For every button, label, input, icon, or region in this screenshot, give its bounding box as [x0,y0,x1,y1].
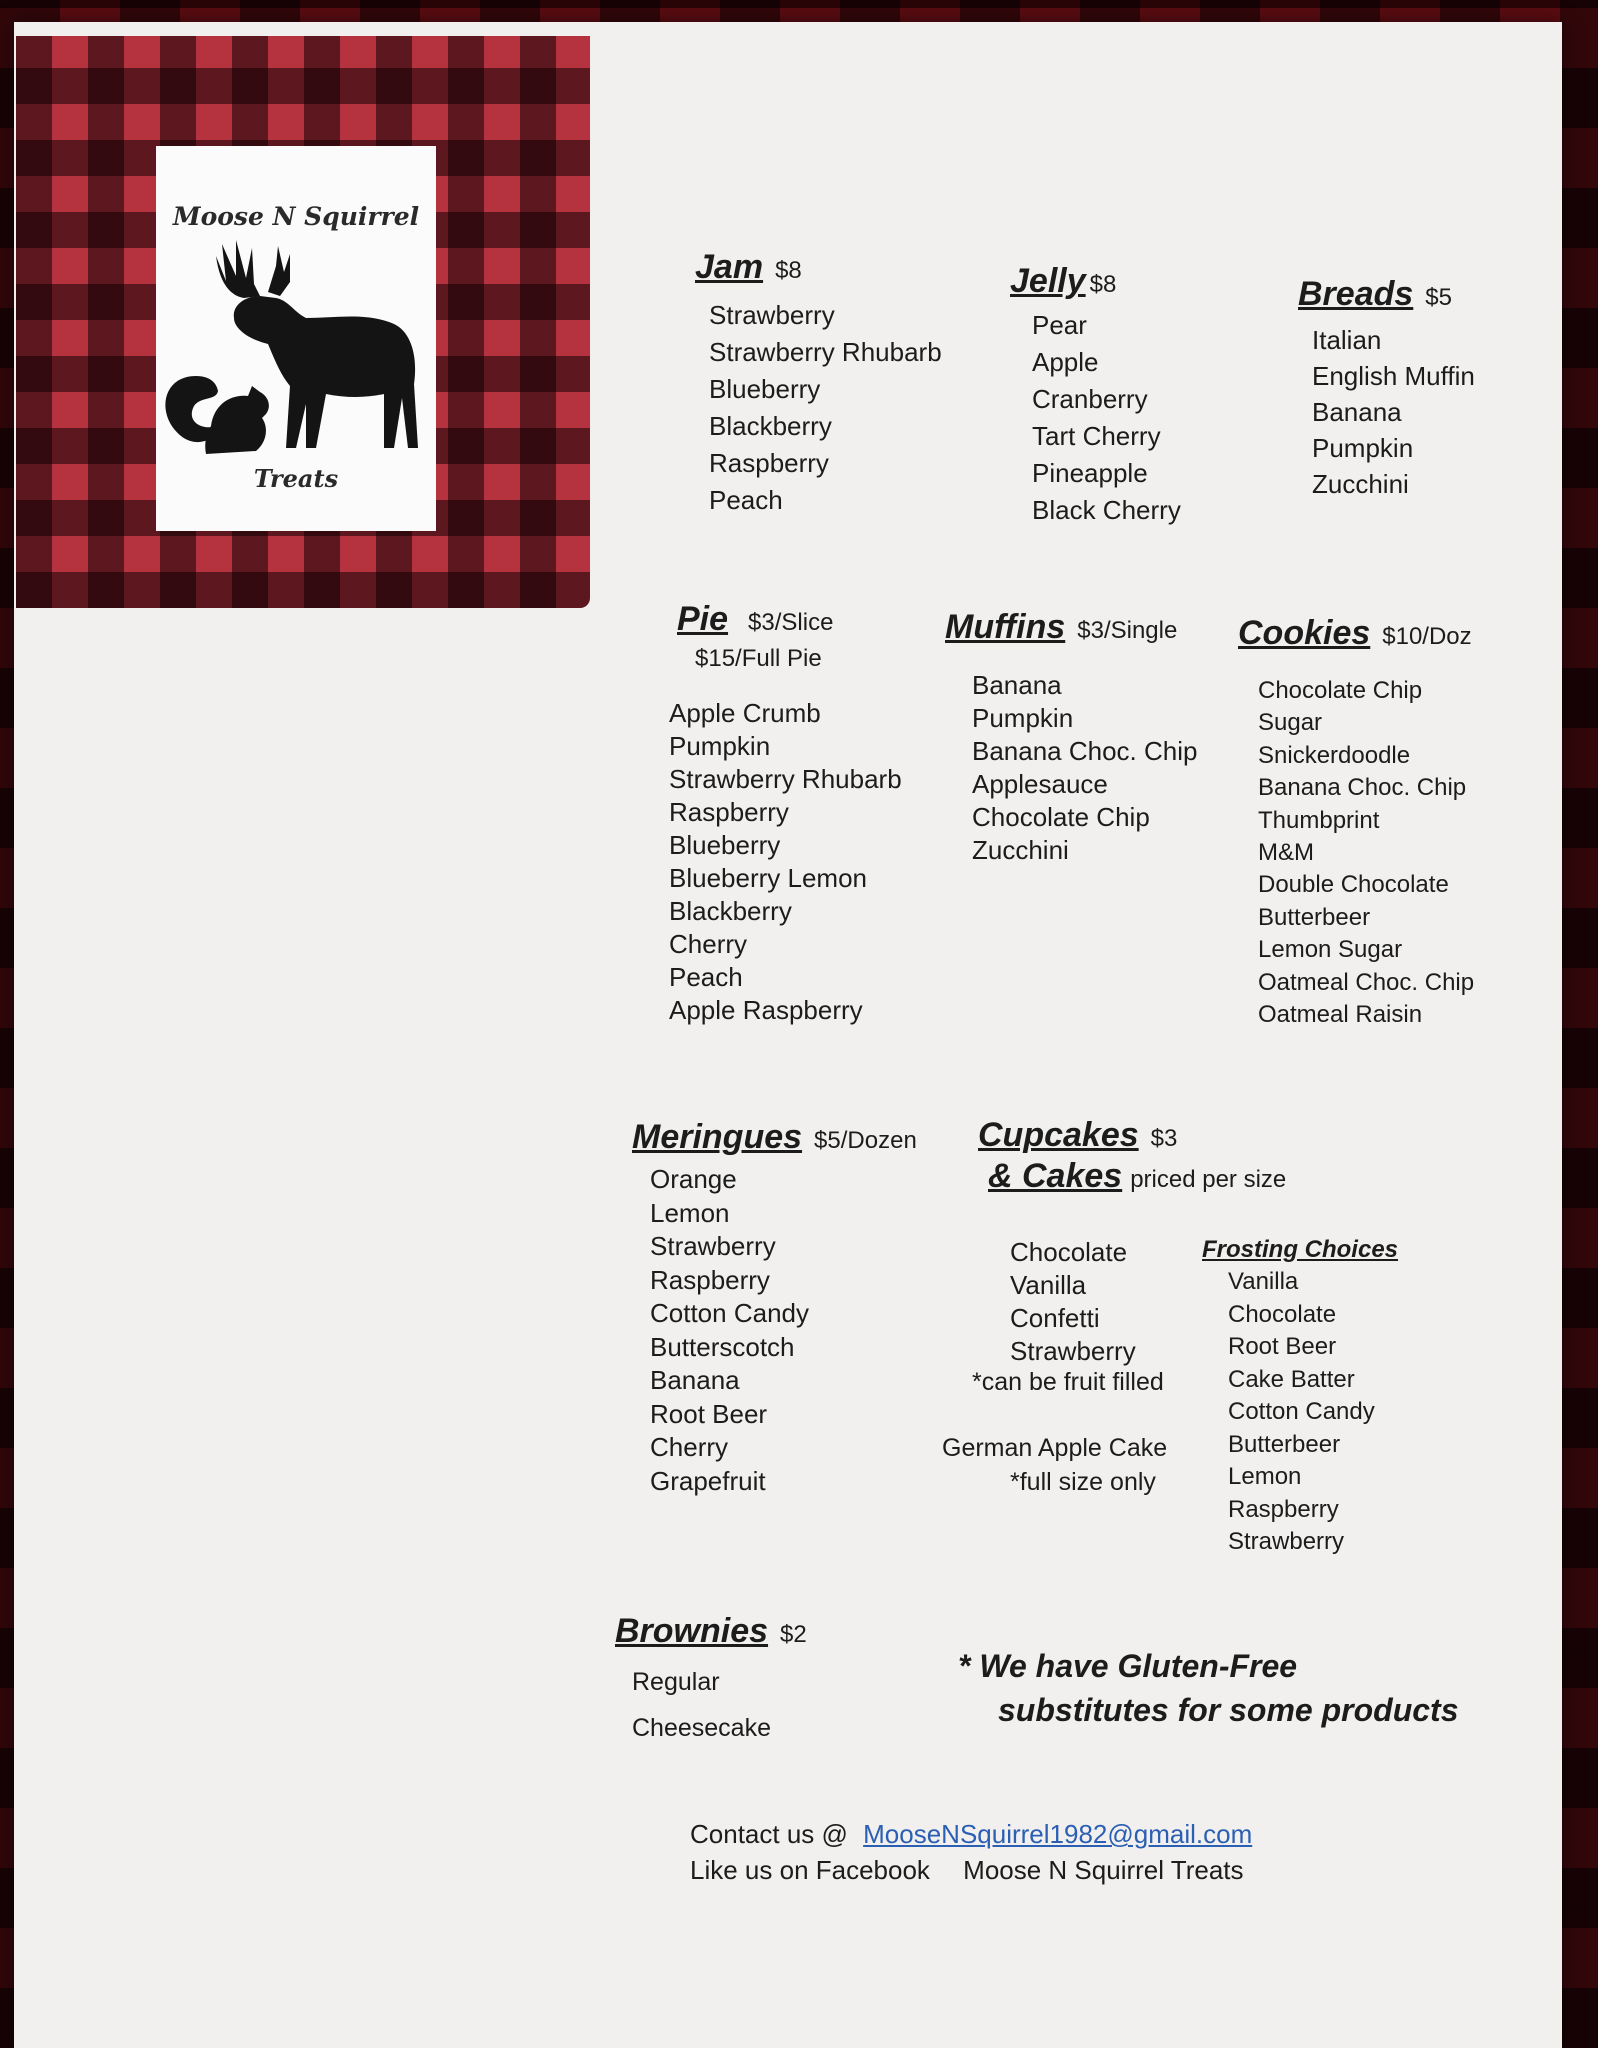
list-item: Pumpkin [669,731,771,761]
list-item: Vanilla [1228,1268,1299,1295]
list-item: Oatmeal Raisin [1258,1001,1423,1029]
cupcake-flavor-list [1010,1236,1136,1368]
section-title: Meringues [632,1118,803,1156]
section-price-2: priced per size [1130,1166,1287,1193]
logo-subtitle: Treats [253,464,339,493]
email-link[interactable]: MooseNSquirrel1982@gmail.com [863,1819,1253,1849]
list-item: Strawberry [1010,1336,1136,1366]
section-title: Jelly [1010,262,1086,300]
gluten-free-note [958,1644,1459,1732]
full-size-note: *full size only [1010,1468,1156,1496]
list-item: Blueberry Lemon [669,863,867,893]
section-title: Brownies [615,1612,769,1650]
list-item: Raspberry [1228,1495,1339,1523]
list-item: Raspberry [709,448,829,478]
list-item: Double Chocolate [1258,871,1449,899]
contact-label: Contact us @ [690,1819,848,1849]
list-item: Strawberry Rhubarb [669,764,902,794]
list-item: Peach [669,962,743,992]
section-price: $5/Dozen [814,1127,917,1154]
list-item: Vanilla [1010,1270,1087,1300]
list-item: Tart Cherry [1032,421,1161,451]
list-item: Lemon [650,1197,730,1228]
section-breads [1298,275,1475,502]
list-item: Sugar [1258,709,1323,737]
section-price: $10/Doz [1382,623,1472,650]
section-meringues [632,1118,917,1498]
section-title: Muffins [945,608,1066,646]
section-price: $2 [780,1621,807,1648]
list-item: Cotton Candy [1228,1398,1375,1425]
contact-block [690,1816,1252,1888]
list-item: Chocolate [1228,1300,1337,1328]
section-price: $3/Single [1077,617,1178,644]
list-item: Pineapple [1032,458,1148,488]
list-item: Strawberry [1228,1528,1345,1555]
section-muffins [945,608,1197,867]
section-price: $5 [1425,284,1452,311]
list-item: Banana [650,1365,740,1395]
section-price-full: $15/Full Pie [695,645,822,672]
list-item: Cheesecake [632,1714,771,1742]
list-item: Strawberry Rhubarb [709,337,942,367]
logo-card [156,146,436,531]
list-item: Confetti [1010,1303,1100,1333]
list-item: English Muffin [1312,361,1475,391]
section-title-2: & Cakes [988,1157,1123,1195]
list-item: Apple Raspberry [669,995,863,1025]
list-item: Pear [1032,310,1087,340]
facebook-label: Like us on Facebook [690,1855,930,1885]
section-cupcakes-cakes [978,1116,1286,1196]
section-pie [669,600,902,1027]
german-apple-cake: German Apple Cake [942,1434,1168,1462]
fruit-filled-note: *can be fruit filled [972,1368,1164,1396]
list-item: Strawberry [650,1231,776,1261]
gluten-free-line-1: * We have Gluten-Free [958,1648,1298,1684]
list-item: Apple [1032,347,1099,377]
list-item: Cotton Candy [650,1298,809,1328]
section-jelly [1010,262,1181,529]
list-item: Blackberry [669,896,792,926]
logo-plaid-frame [16,36,590,608]
section-price: $3 [1150,1125,1178,1152]
list-item: Orange [650,1164,737,1194]
section-price: $8 [775,257,802,284]
list-item: Banana Choc. Chip [972,736,1198,766]
moose-squirrel-silhouette [156,226,436,466]
list-item: Pumpkin [972,703,1074,733]
list-item: Regular [632,1668,720,1696]
section-frosting-choices [1198,1236,1398,1559]
list-item: Cake Batter [1228,1365,1355,1393]
list-item: Strawberry [709,300,835,330]
gluten-free-line-2: substitutes for some products [998,1692,1459,1728]
list-item: Blackberry [709,411,832,441]
list-item: M&M [1258,839,1314,867]
list-item: Banana [972,670,1062,700]
list-item: Zucchini [1312,469,1409,499]
section-title: Breads [1298,275,1414,313]
list-item: Butterscotch [650,1331,795,1362]
list-item: Blueberry [709,374,821,404]
list-item: Chocolate Chip [972,802,1150,832]
list-item: Blueberry [669,830,781,860]
section-price: $3/Slice [748,609,834,636]
list-item: Italian [1312,325,1382,355]
list-item: Peach [709,485,783,515]
list-item: Raspberry [669,797,789,827]
list-item: Apple Crumb [669,698,821,728]
list-item: Lemon Sugar [1258,936,1403,964]
list-item: Oatmeal Choc. Chip [1258,968,1475,996]
section-title: Cupcakes [978,1116,1139,1154]
logo-title: Moose N Squirrel [172,202,420,231]
list-item: Root Beer [650,1398,768,1429]
list-item: Chocolate Chip [1258,677,1423,704]
list-item: Black Cherry [1032,495,1181,525]
section-jam [695,248,942,519]
list-item: Chocolate [1010,1237,1128,1267]
list-item: Banana [1312,397,1402,427]
list-item: Butterbeer [1228,1430,1341,1458]
list-item: Raspberry [650,1264,770,1295]
frosting-title: Frosting Choices [1202,1236,1399,1263]
list-item: Banana Choc. Chip [1258,774,1467,802]
list-item: Thumbprint [1258,806,1380,834]
list-item: Grapefruit [650,1465,766,1496]
section-title: Cookies [1238,614,1371,652]
section-title: Jam [695,248,764,286]
section-cookies [1238,614,1474,1031]
list-item: Cherry [650,1432,729,1462]
section-price: $8 [1089,271,1117,298]
section-brownies [615,1612,807,1751]
list-item: Applesauce [972,769,1108,799]
list-item: Pumpkin [1312,433,1414,463]
list-item: Root Beer [1228,1333,1337,1360]
section-title: Pie [677,600,729,638]
list-item: Cranberry [1032,384,1148,414]
list-item: Zucchini [972,835,1069,865]
list-item: Butterbeer [1258,903,1371,931]
facebook-page-name: Moose N Squirrel Treats [963,1855,1244,1885]
list-item: Snickerdoodle [1258,741,1411,769]
list-item: Cherry [669,929,748,959]
list-item: Lemon [1228,1463,1302,1490]
